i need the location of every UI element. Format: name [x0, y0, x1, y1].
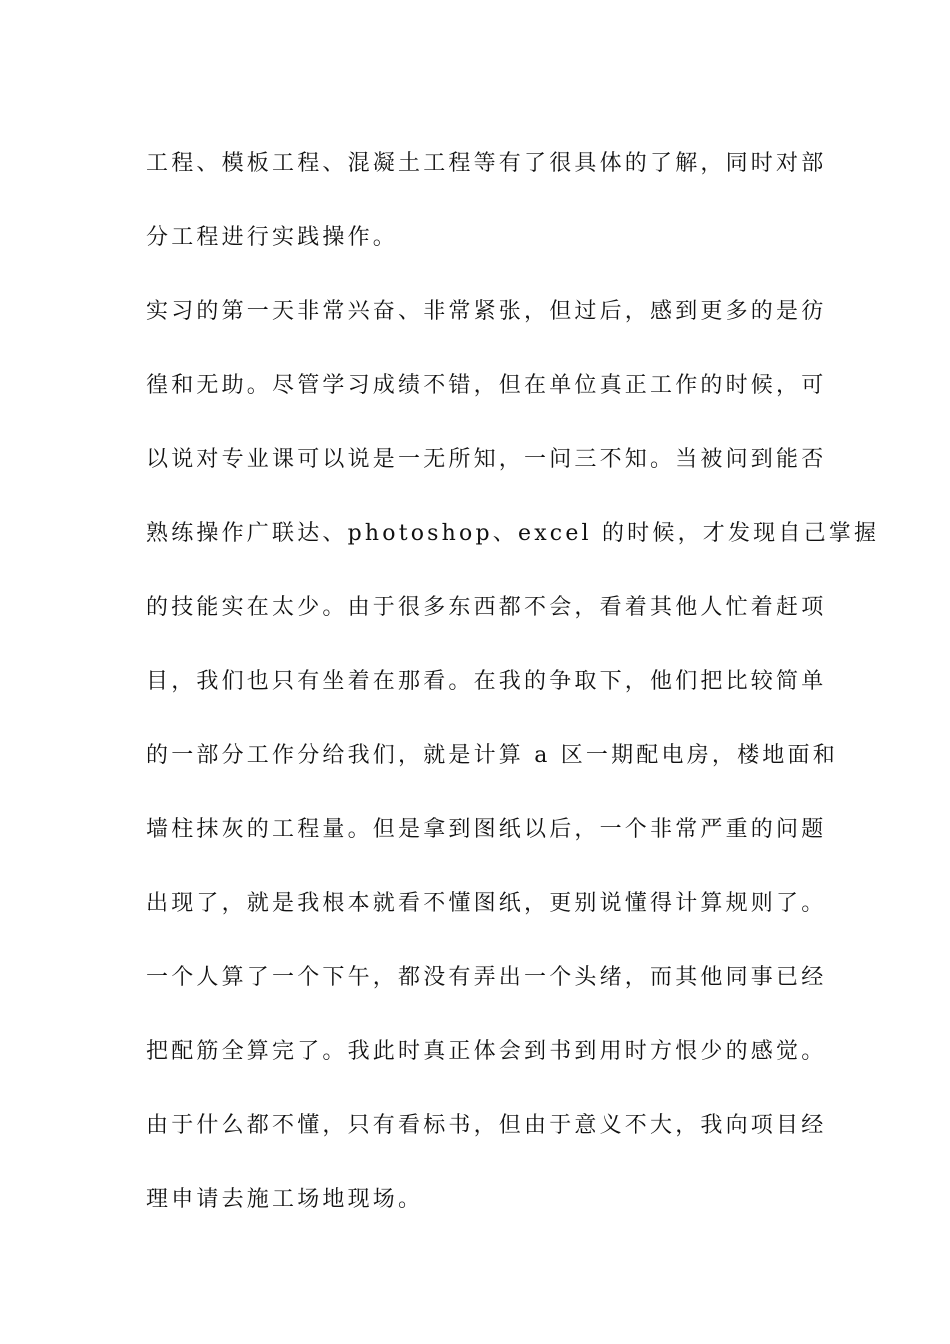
document-body — [146, 127, 880, 1237]
text-line: 的一部分工作分给我们，就是计算 a 区一期配电房，楼地面和 — [146, 743, 838, 768]
text-line: 工程、模板工程、混凝土工程等有了很具体的了解，同时对部 — [146, 151, 827, 176]
text-line: 一个人算了一个下午，都没有弄出一个头绪，而其他同事已经 — [146, 965, 827, 990]
text-line: 理申请去施工场地现场。 — [146, 1187, 424, 1212]
text-line: 熟练操作广联达、photoshop、excel 的时候，才发现自己掌握 — [146, 521, 880, 546]
text-line: 目，我们也只有坐着在那看。在我的争取下，他们把比较简单 — [146, 669, 827, 694]
text-line: 实习的第一天非常兴奋、非常紧张，但过后，感到更多的是彷 — [146, 299, 827, 324]
text-line: 由于什么都不懂，只有看标书，但由于意义不大，我向项目经 — [146, 1113, 827, 1138]
text-line: 徨和无助。尽管学习成绩不错，但在单位真正工作的时候，可 — [146, 373, 827, 398]
text-line: 出现了，就是我根本就看不懂图纸，更别说懂得计算规则了。 — [146, 891, 827, 916]
text-line: 墙柱抹灰的工程量。但是拿到图纸以后，一个非常严重的问题 — [146, 817, 827, 842]
text-line: 分工程进行实践操作。 — [146, 225, 399, 250]
text-line: 把配筋全算完了。我此时真正体会到书到用时方恨少的感觉。 — [146, 1039, 827, 1064]
text-line: 的技能实在太少。由于很多东西都不会，看着其他人忙着赶项 — [146, 595, 827, 620]
text-line: 以说对专业课可以说是一无所知，一问三不知。当被问到能否 — [146, 447, 827, 472]
